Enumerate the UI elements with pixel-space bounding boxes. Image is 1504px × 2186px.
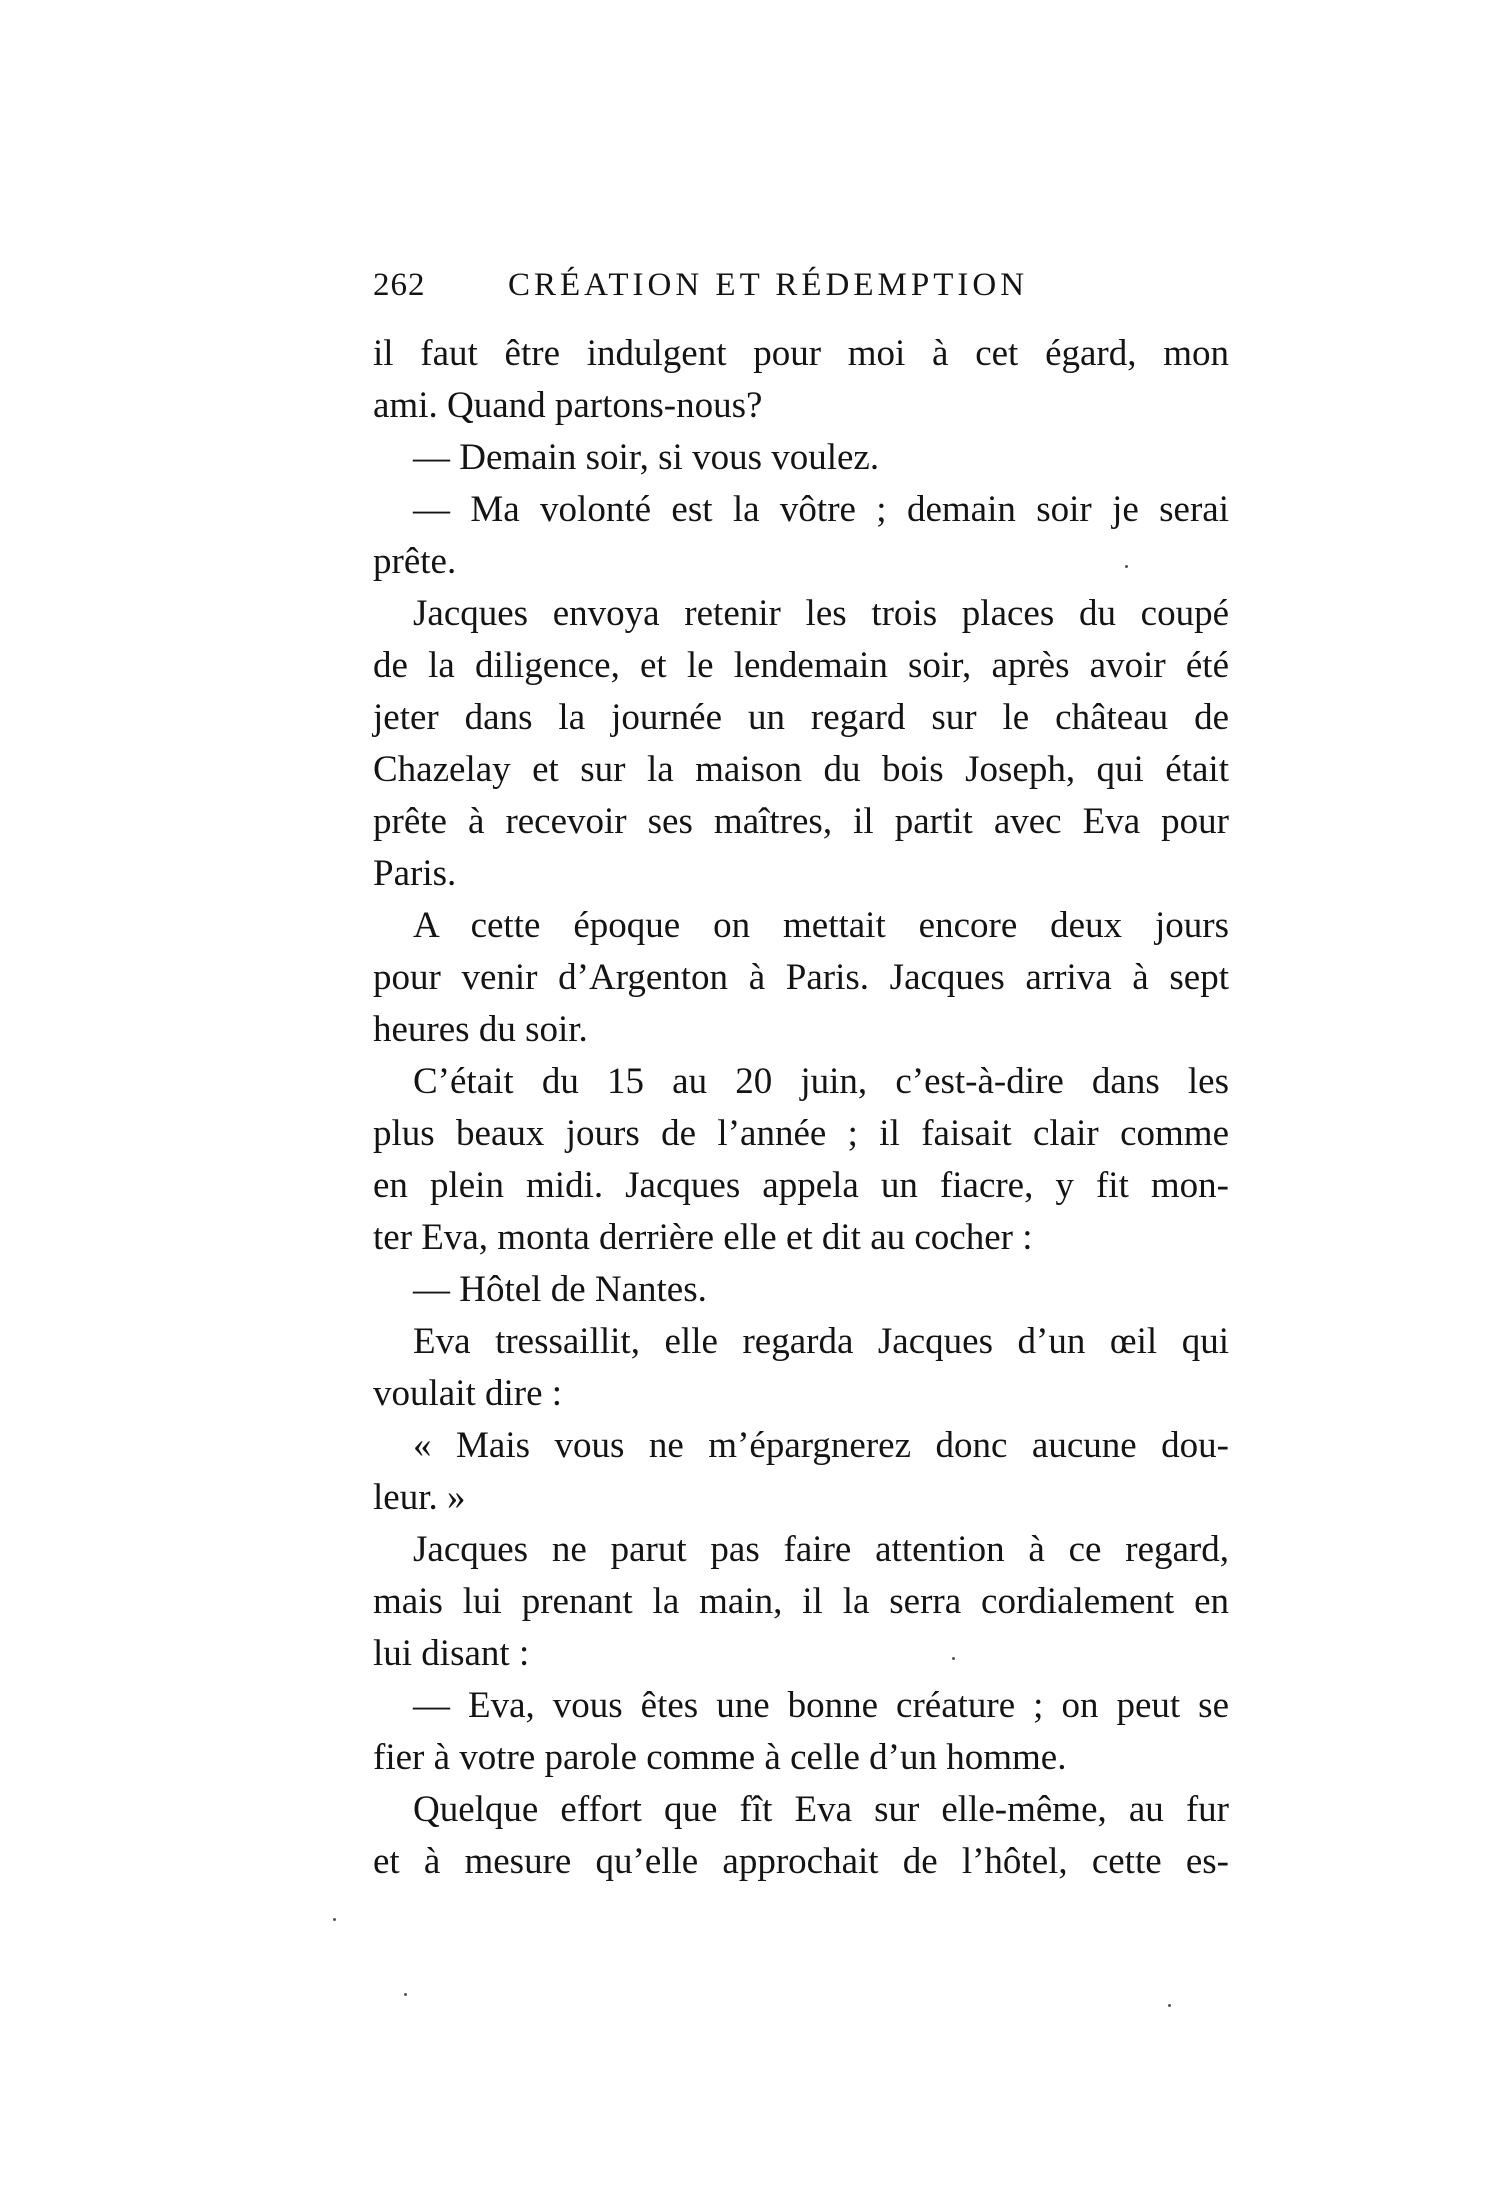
text-line: prête à recevoir ses maîtres, il partit avec Eva pour [373,801,1229,842]
text-line: prête. [373,541,457,582]
text-line: pour venir d’Argenton à Paris. Jacques arriva à sept [373,957,1229,998]
text-line: « Mais vous ne m’épargnerez donc aucune dou- [413,1425,1229,1466]
text-line: il faut être indulgent pour moi à cet égard, mon [373,333,1229,374]
text-line: C’était du 15 au 20 juin, c’est-à-dire dans les [413,1061,1229,1102]
text-line: — Demain soir, si vous voulez. [413,437,880,478]
text-line: jeter dans la journée un regard sur le château de [373,697,1229,738]
text-line: de la diligence, et le lendemain soir, après avoir été [373,645,1229,686]
text-line: Paris. [373,853,457,894]
text-line: — Ma volonté est la vôtre ; demain soir je serai [413,489,1229,530]
text-line: Jacques ne parut pas faire attention à ce regard, [413,1529,1229,1570]
body-text [373,328,1229,1888]
text-line: fier à votre parole comme à celle d’un homme. [373,1737,1067,1778]
text-line: Chazelay et sur la maison du bois Joseph, qui était [373,749,1229,790]
text-line: lui disant : [373,1633,530,1674]
text-line: — Hôtel de Nantes. [413,1269,707,1310]
text-line: et à mesure qu’elle approchait de l’hôtel, cette es- [373,1841,1229,1882]
text-line: leur. » [373,1477,466,1518]
text-line: Jacques envoya retenir les trois places du coupé [413,593,1229,634]
scan-speck [333,1918,336,1921]
scan-speck [952,1657,955,1660]
text-line: ami. Quand partons-nous? [373,385,763,426]
text-line: voulait dire : [373,1373,563,1414]
scan-speck [1125,565,1128,568]
running-title: CRÉATION ET RÉDEMPTION [508,267,1029,303]
text-line: A cette époque on mettait encore deux jours [413,905,1229,946]
text-line: en plein midi. Jacques appela un fiacre, y fit mon- [373,1165,1229,1206]
text-line: Quelque effort que fît Eva sur elle-même, au fur [413,1789,1229,1830]
text-line: heures du soir. [373,1009,588,1050]
text-line: — Eva, vous êtes une bonne créature ; on peut se [413,1685,1229,1726]
text-line: plus beaux jours de l’année ; il faisait clair comme [373,1113,1229,1154]
text-line: Eva tressaillit, elle regarda Jacques d’un œil qui [413,1321,1229,1362]
scan-speck [1168,2004,1171,2007]
page-number: 262 [373,267,426,303]
running-head [373,262,1223,308]
text-line: mais lui prenant la main, il la serra cordialement en [373,1581,1229,1622]
scan-speck [404,1993,407,1996]
text-line: ter Eva, monta derrière elle et dit au cocher : [373,1217,1033,1258]
